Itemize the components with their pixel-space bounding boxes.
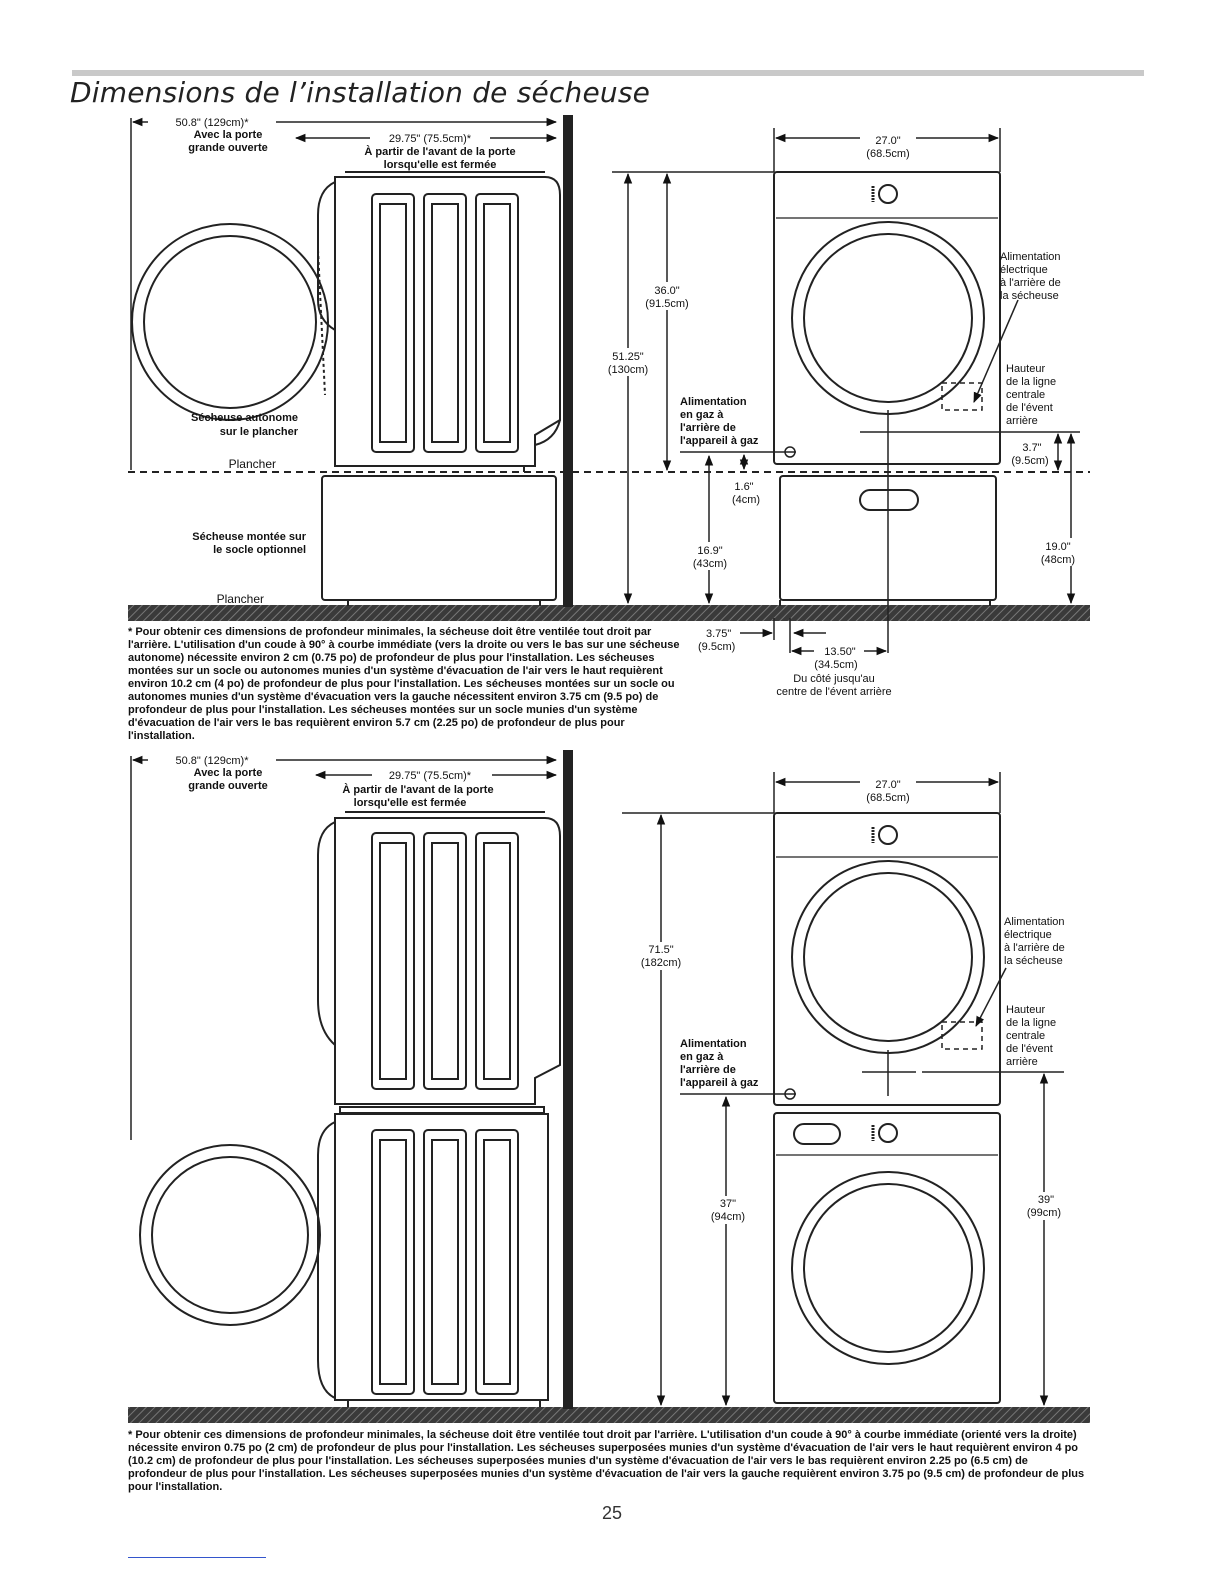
vent-height-bottom-1: Hauteur xyxy=(1006,1004,1046,1016)
dryer-side-view-top xyxy=(318,172,560,606)
pedestal-label-1: Sécheuse montée sur xyxy=(192,531,306,543)
page-title: Dimensions de l’installation de sécheuse xyxy=(70,76,651,109)
closed-depth-top: 29.75" (75.5cm)* xyxy=(388,133,472,145)
gas-supply-top-2: en gaz à xyxy=(680,409,724,421)
vent-box-bottom xyxy=(942,1022,982,1049)
dryer-side-view-bottom xyxy=(318,812,560,1407)
height-715-cm: (182cm) xyxy=(640,957,682,969)
width-cm-top: (68.5cm) xyxy=(866,148,910,160)
gas-supply-bottom-2: en gaz à xyxy=(680,1051,724,1063)
height-5125-cm: (130cm) xyxy=(607,364,649,376)
height-37-cm: (94cm) xyxy=(710,1211,746,1223)
gas-supply-bottom-3: l'arrière de xyxy=(680,1064,736,1076)
height-37-inch: 37" xyxy=(719,1198,737,1210)
height-169-inch: 16.9" xyxy=(697,545,723,557)
height-5125-inch: 51.25" xyxy=(612,351,644,363)
side-1350-caption-2: centre de l'évent arrière xyxy=(776,686,892,698)
dryer-front-view-bottom xyxy=(774,813,1000,1403)
vent-37-inch: 3.7" xyxy=(1022,442,1042,454)
side-1350-caption-1: Du côté jusqu'au xyxy=(793,673,875,685)
open-door-caption-1-top: Avec la porte xyxy=(193,129,263,141)
gas-height-inch-top: 1.6" xyxy=(734,481,754,493)
electric-supply-top-1: Alimentation xyxy=(1000,251,1061,263)
closed-depth-caption-1-top: À partir de l'avant de la porte xyxy=(364,146,516,158)
height-39-inch: 39" xyxy=(1037,1194,1055,1206)
standalone-label-1: Sécheuse autonome xyxy=(191,412,298,424)
height-169-cm: (43cm) xyxy=(692,558,728,570)
footnote-bottom: * Pour obtenir ces dimensions de profondeur minimales, la sécheuse doit être ventilée tout droit par l'arrière. L'utilisation d'un coude à 90° à courbe immédiate (orienté vers la droite) nécessite environ 0.75 po (2 cm) de profondeur de plus pour l'installation. Les sécheuses superposées munies d'un système d'évacuation de l'air vers le haut requièrent environ 4 po (10.2 cm) de profondeur de plus pour l'installation. Les sécheuses superposées munies d'un système d'évacuation de l'air vers le bas requièrent environ 2.25 po (6.5 cm) de profondeur de plus pour l'installation. Les sécheuses superposées munies d'un système d'évacuation de l'air vers la gauche requièrent environ 3.75 po (9.5 cm) de profondeur de plus pour l'installation. xyxy=(128,1429,1085,1493)
height-715-inch: 71.5" xyxy=(648,944,674,956)
dryer-front-view-top xyxy=(774,172,1000,606)
electric-supply-bottom-3: à l'arrière de xyxy=(1004,942,1065,954)
side-1350-inch: 13.50" xyxy=(824,646,856,658)
height-36-cm: (91.5cm) xyxy=(645,298,689,310)
open-door-depth-top: 50.8" (129cm)* xyxy=(175,117,249,129)
gas-supply-bottom-4: l'appareil à gaz xyxy=(680,1077,759,1089)
gas-supply-top-1: Alimentation xyxy=(680,396,747,408)
width-cm-bottom: (68.5cm) xyxy=(866,792,910,804)
side-375-cm: (9.5cm) xyxy=(698,641,736,653)
vent-height-bottom-3: centrale xyxy=(1006,1030,1046,1042)
electric-supply-bottom-4: la sécheuse xyxy=(1004,955,1063,967)
open-door-caption-1-bottom: Avec la porte xyxy=(193,767,263,779)
standalone-label-2: sur le plancher xyxy=(219,426,298,438)
open-door-top xyxy=(132,224,328,420)
closed-depth-caption-1-bottom: À partir de l'avant de la porte xyxy=(342,784,494,796)
width-inch-bottom: 27.0" xyxy=(875,779,901,791)
pedestal-label-2: le socle optionnel xyxy=(213,544,306,556)
vent-height-bottom-4: de l'évent xyxy=(1006,1043,1053,1055)
electric-supply-bottom-2: électrique xyxy=(1004,929,1052,941)
gas-supply-top-4: l'appareil à gaz xyxy=(680,435,759,447)
side-1350-cm: (34.5cm) xyxy=(814,659,858,671)
floor-label-pedestal: Plancher xyxy=(216,592,264,606)
floor-label-standalone: Plancher xyxy=(228,457,276,471)
electric-supply-top-2: électrique xyxy=(1000,264,1048,276)
vent-19-inch: 19.0" xyxy=(1045,541,1071,553)
footnote-top: * Pour obtenir ces dimensions de profondeur minimales, la sécheuse doit être ventilée tout droit par l'arrière. L'utilisation d'un coude à 90° à courbe immédiate (vers la droite ou vers le bas sur une sécheuse autonome) nécessite environ 2 cm (0.75 po) de profondeur de plus pour l'installation. Les sécheuses montées sur un socle ou autonomes munies d'un système d'évacuation de l'air vers le haut requièrent environ 10.2 cm (4 po) de profondeur de plus pour l'installation. Les sécheuses montées sur un socle ou autonomes munies d'un système d'évacuation vers la gauche nécessitent environ 3.75 cm (9.5 po) de profondeur de plus pour l'installation. Les sécheuses montées sur un socle munies d'un système d'évacuation de l'air vers le bas requièrent environ 5.7 cm (2.25 po) de profondeur de plus pour l'installation. xyxy=(128,626,680,742)
page-number: 25 xyxy=(601,1503,623,1523)
height-36-inch: 36.0" xyxy=(654,285,680,297)
closed-depth-caption-2-top: lorsqu'elle est fermée xyxy=(383,159,497,171)
closed-depth-bottom: 29.75" (75.5cm)* xyxy=(388,770,472,782)
side-375-inch: 3.75" xyxy=(706,628,732,640)
vent-height-top-2: de la ligne xyxy=(1006,376,1057,388)
width-inch-top: 27.0" xyxy=(875,135,901,147)
electric-supply-top-3: à l'arrière de xyxy=(1000,277,1061,289)
open-door-bottom xyxy=(140,1145,320,1325)
floor-hatch-bottom xyxy=(128,1407,1090,1423)
vent-height-bottom-5: arrière xyxy=(1006,1056,1038,1068)
vent-37-cm: (9.5cm) xyxy=(1011,455,1049,467)
electric-supply-bottom-1: Alimentation xyxy=(1004,916,1065,928)
vent-height-top-3: centrale xyxy=(1006,389,1046,401)
open-door-depth-bottom: 50.8" (129cm)* xyxy=(175,755,249,767)
vent-height-top-4: de l'évent xyxy=(1006,402,1053,414)
gas-height-cm-top: (4cm) xyxy=(731,494,761,506)
electric-supply-top-4: la sécheuse xyxy=(1000,290,1059,302)
vent-height-top-1: Hauteur xyxy=(1006,363,1046,375)
wall-top xyxy=(563,115,573,607)
floor-hatch-top xyxy=(128,605,1090,621)
gas-supply-bottom-1: Alimentation xyxy=(680,1038,747,1050)
open-door-caption-2-bottom: grande ouverte xyxy=(188,780,268,792)
vent-height-top-5: arrière xyxy=(1006,415,1038,427)
footer-rule xyxy=(128,1557,266,1558)
vent-height-bottom-2: de la ligne xyxy=(1006,1017,1057,1029)
wall-bottom xyxy=(563,750,573,1409)
open-door-caption-2-top: grande ouverte xyxy=(188,142,268,154)
vent-19-cm: (48cm) xyxy=(1040,554,1076,566)
closed-depth-caption-2-bottom: lorsqu'elle est fermée xyxy=(353,797,467,809)
gas-supply-top-3: l'arrière de xyxy=(680,422,736,434)
height-39-cm: (99cm) xyxy=(1026,1207,1062,1219)
